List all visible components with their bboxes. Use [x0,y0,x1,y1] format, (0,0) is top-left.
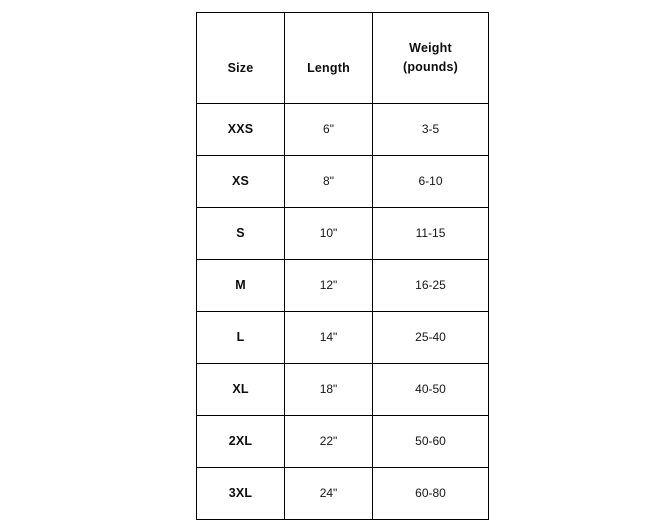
column-header-weight-label: Weight [409,40,452,55]
cell-weight: 25-40 [373,312,489,364]
table-body [197,104,489,520]
table-row [197,104,489,156]
table-header-row [197,13,489,104]
cell-weight: 40-50 [373,364,489,416]
cell-size: 2XL [197,416,285,468]
table-row [197,312,489,364]
cell-size: XS [197,156,285,208]
column-header-weight [373,13,489,104]
cell-size: M [197,260,285,312]
cell-size: L [197,312,285,364]
table-row [197,156,489,208]
cell-size: XL [197,364,285,416]
column-header-length-label: Length [307,61,350,76]
cell-weight: 11-15 [373,208,489,260]
cell-weight: 3-5 [373,104,489,156]
table-row [197,260,489,312]
cell-size: XXS [197,104,285,156]
column-header-weight-unit: (pounds) [402,60,459,74]
cell-size: 3XL [197,468,285,520]
table-row [197,416,489,468]
cell-length: 22" [285,416,373,468]
column-header-size-label: Size [227,61,254,76]
table-row [197,468,489,520]
cell-length: 10" [285,208,373,260]
cell-weight: 6-10 [373,156,489,208]
cell-length: 8" [285,156,373,208]
table-row [197,364,489,416]
cell-length: 14" [285,312,373,364]
cell-weight: 60-80 [373,468,489,520]
cell-length: 12" [285,260,373,312]
cell-weight: 16-25 [373,260,489,312]
column-header-length [285,13,373,104]
table-row [197,208,489,260]
cell-length: 24" [285,468,373,520]
cell-size: S [197,208,285,260]
cell-length: 6" [285,104,373,156]
size-chart-table [196,12,489,520]
column-header-size [197,13,285,104]
cell-length: 18" [285,364,373,416]
cell-weight: 50-60 [373,416,489,468]
size-chart-container [196,12,488,520]
table-header [197,13,489,104]
